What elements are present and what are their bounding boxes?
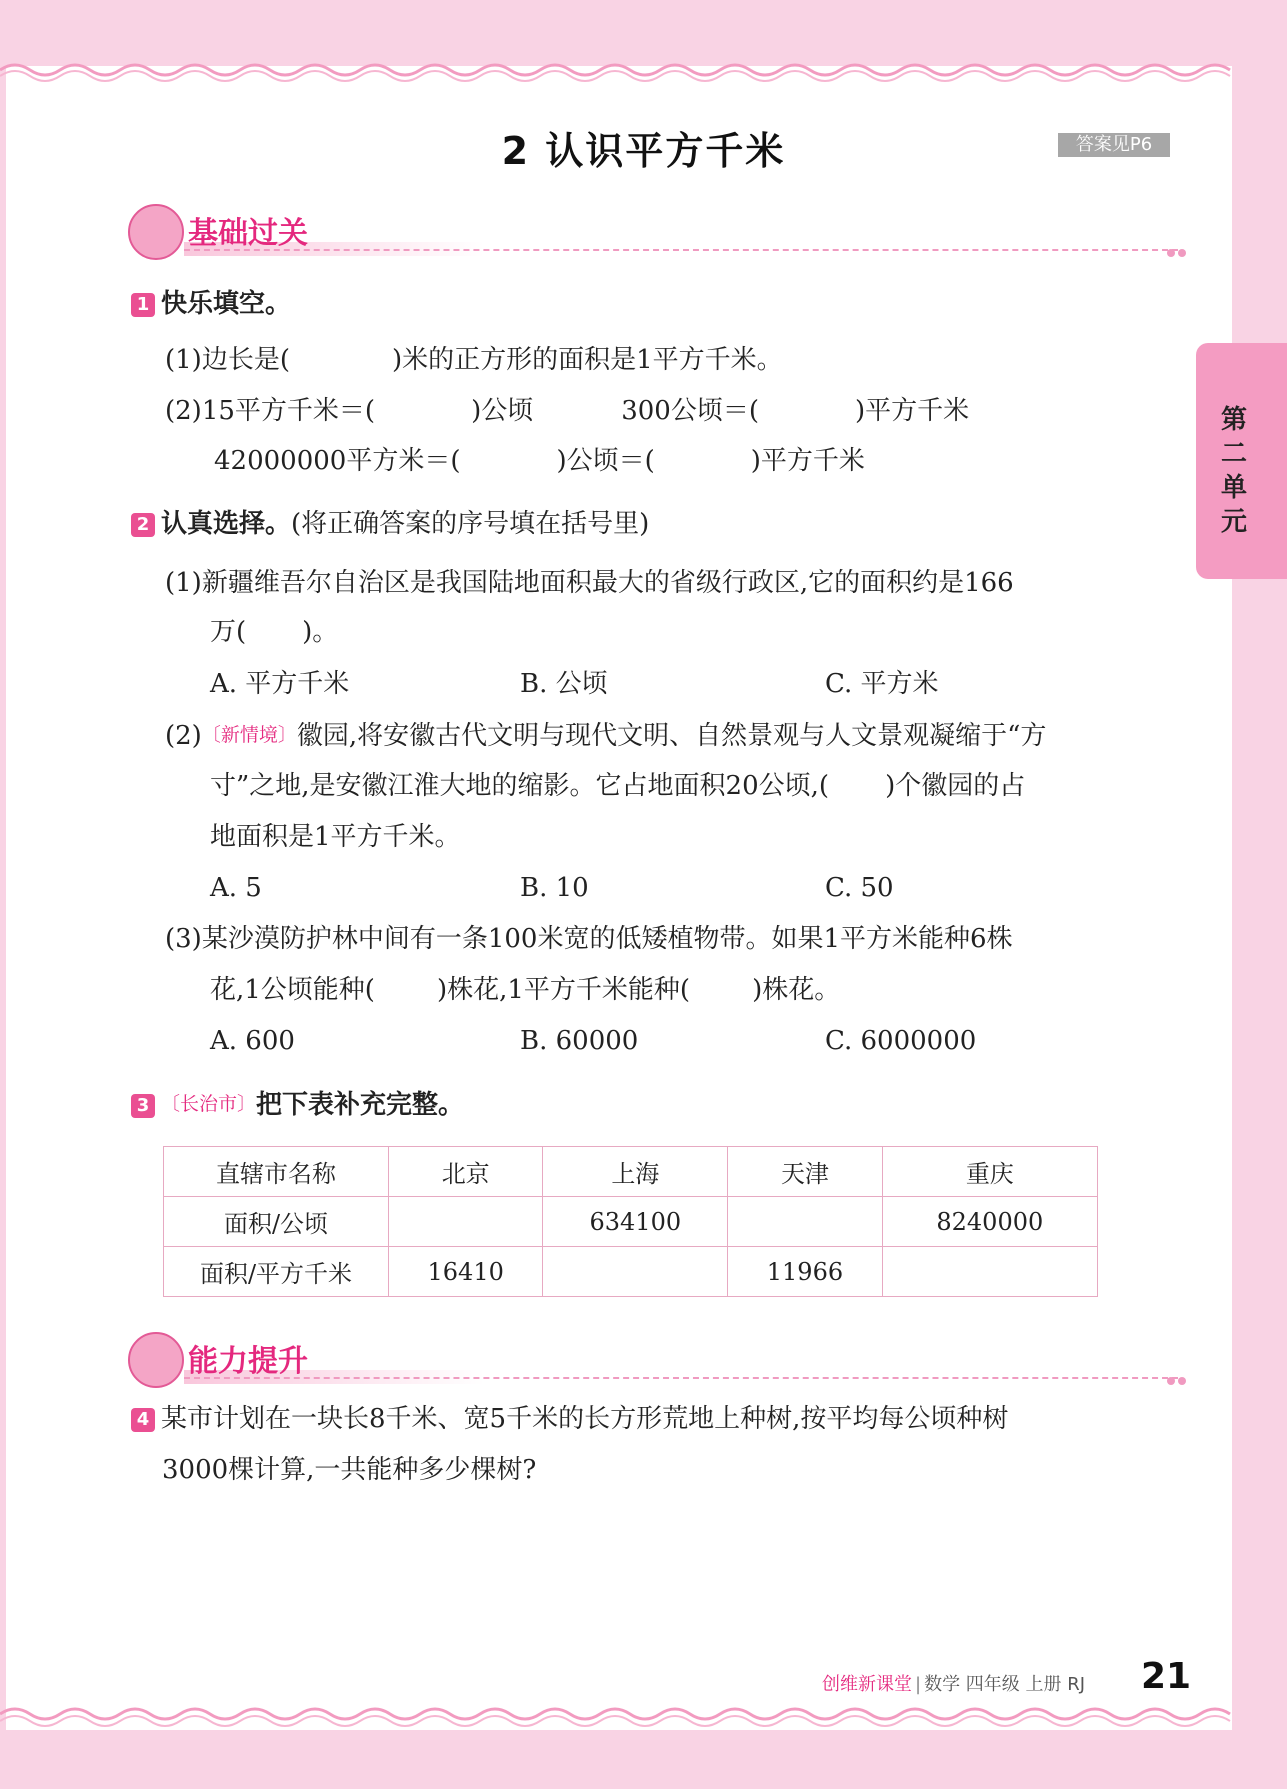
table-cell: 634100: [543, 1197, 728, 1247]
q2-part-2-option-c[interactable]: C. 50: [825, 873, 894, 903]
question-2-title: 认真选择。: [161, 509, 292, 539]
question-2-heading: [131, 507, 649, 541]
q1-text: )平方千米: [750, 446, 865, 476]
q2-part-2-line-2: [210, 769, 1025, 803]
question-1-heading: [131, 287, 291, 321]
footer-info: 创维新课堂 | 数学 四年级 上册 RJ: [822, 1674, 1086, 1695]
q1-text: )公顷＝(: [556, 446, 655, 476]
dashed-divider: [184, 249, 1178, 251]
question-4-line-2: 3000棵计算,一共能种多少棵树?: [162, 1455, 537, 1485]
unit-side-tab-label: 第二单元: [1220, 405, 1247, 537]
q1-line-3: [214, 444, 865, 478]
table-cell-blank[interactable]: [728, 1197, 882, 1247]
q1-text: 300公顷＝(: [621, 396, 759, 426]
q2-part-2-line-3: 地面积是1平方千米。: [210, 822, 461, 852]
q1-line-1: [165, 343, 783, 377]
question-1-title: 快乐填空。: [161, 289, 292, 319]
table-row: [164, 1197, 1098, 1247]
table-cell: 直辖市名称: [164, 1147, 389, 1197]
mascot-icon: [128, 1332, 184, 1388]
section-advanced-title: 能力提升: [188, 1344, 308, 1379]
q2-text: 万(: [210, 617, 247, 647]
q2-part-3-option-b[interactable]: B. 60000: [520, 1026, 639, 1056]
table-cell: 面积/平方千米: [164, 1247, 389, 1297]
q2-part-2-line-1: [165, 718, 1046, 753]
section-basic-header: [128, 202, 1178, 262]
q1-text: 42000000平方米＝(: [214, 446, 461, 476]
girl-mascot-icon: [128, 204, 184, 260]
q2-text: 寸”之地,是安徽江淮大地的缩影。它占地面积20公顷,(: [210, 771, 830, 801]
q1-text: )米的正方形的面积是1平方千米。: [391, 345, 783, 375]
q2-text: (2): [165, 721, 202, 751]
question-3-heading: [131, 1087, 464, 1122]
table-cell: 11966: [728, 1247, 882, 1297]
q2-text: )株花。: [752, 975, 841, 1005]
q2-part-2-option-a[interactable]: A. 5: [210, 873, 262, 903]
q2-part-2-option-b[interactable]: B. 10: [520, 873, 589, 903]
section-basic-title: 基础过关: [188, 216, 308, 251]
q2-text: )株花,1平方千米能种(: [436, 975, 691, 1005]
q2-part-3-line-2: [210, 973, 840, 1007]
unit-side-tab: [1196, 343, 1287, 579]
table-row: [164, 1247, 1098, 1297]
table-cell: 上海: [543, 1147, 728, 1197]
page-number: 21: [1141, 1656, 1192, 1697]
q1-text: )公顷: [471, 396, 534, 426]
q2-part-1-option-a[interactable]: A. 平方千米: [210, 669, 350, 699]
table-cell: 8240000: [882, 1197, 1097, 1247]
q1-text: (1)边长是(: [165, 345, 290, 375]
dots-decoration-icon: [1164, 1370, 1186, 1389]
table-cell-blank[interactable]: [543, 1247, 728, 1297]
q2-part-1-option-c[interactable]: C. 平方米: [825, 669, 939, 699]
table-cell-blank[interactable]: [882, 1247, 1097, 1297]
q1-text: )平方千米: [855, 396, 970, 426]
bottom-wave-border: [0, 1702, 1287, 1732]
q2-text: 花,1公顷能种(: [210, 975, 375, 1005]
footer-subject: 数学 四年级 上册 RJ: [924, 1674, 1086, 1695]
region-tag: 〔长治市〕: [161, 1093, 257, 1115]
q4-text: 某市计划在一块长8千米、宽5千米的长方形荒地上种树,按平均每公顷种树: [161, 1404, 1009, 1434]
q2-part-1-line-1: (1)新疆维吾尔自治区是我国陆地面积最大的省级行政区,它的面积约是166: [165, 568, 1014, 598]
question-1-number: 1: [131, 293, 155, 317]
q2-part-3-option-a[interactable]: A. 600: [210, 1026, 295, 1056]
q1-line-2: [165, 394, 969, 428]
question-4-line-1: [131, 1402, 1008, 1436]
table-cell: 重庆: [882, 1147, 1097, 1197]
q2-text: 徽园,将安徽古代文明与现代文明、自然景观与人文景观凝缩于“方: [296, 721, 1047, 751]
dots-decoration-icon: [1164, 242, 1186, 261]
q2-text: )个徽园的占: [885, 771, 1026, 801]
top-wave-border: [0, 56, 1287, 86]
question-3-number: 3: [131, 1094, 155, 1118]
q2-text: )。: [302, 617, 339, 647]
table-cell-blank[interactable]: [389, 1197, 543, 1247]
table-cell: 面积/公顷: [164, 1197, 389, 1247]
section-advanced-header: [128, 1330, 1178, 1390]
question-4-number: 4: [131, 1408, 155, 1432]
question-2-note: (将正确答案的序号填在括号里): [291, 509, 650, 539]
q2-part-3-line-1: (3)某沙漠防护林中间有一条100米宽的低矮植物带。如果1平方米能种6株: [165, 924, 1013, 954]
question-2-number: 2: [131, 513, 155, 537]
question-3-title: 把下表补充完整。: [256, 1090, 465, 1120]
q2-part-3-option-c[interactable]: C. 6000000: [825, 1026, 977, 1056]
table-cell: 16410: [389, 1247, 543, 1297]
table-header-row: [164, 1147, 1098, 1197]
new-context-tag: 〔新情境〕: [201, 724, 297, 746]
q1-text: (2)15平方千米＝(: [165, 396, 376, 426]
answer-reference-badge: 答案见P6: [1058, 133, 1170, 157]
table-cell: 北京: [389, 1147, 543, 1197]
table-cell: 天津: [728, 1147, 882, 1197]
page-title: 2 认识平方千米: [501, 129, 786, 173]
q2-part-1-option-b[interactable]: B. 公顷: [520, 669, 608, 699]
dashed-divider: [184, 1377, 1178, 1379]
q2-part-1-line-2: [210, 615, 338, 649]
footer-brand: 创维新课堂: [822, 1674, 912, 1695]
area-table: [163, 1146, 1098, 1297]
